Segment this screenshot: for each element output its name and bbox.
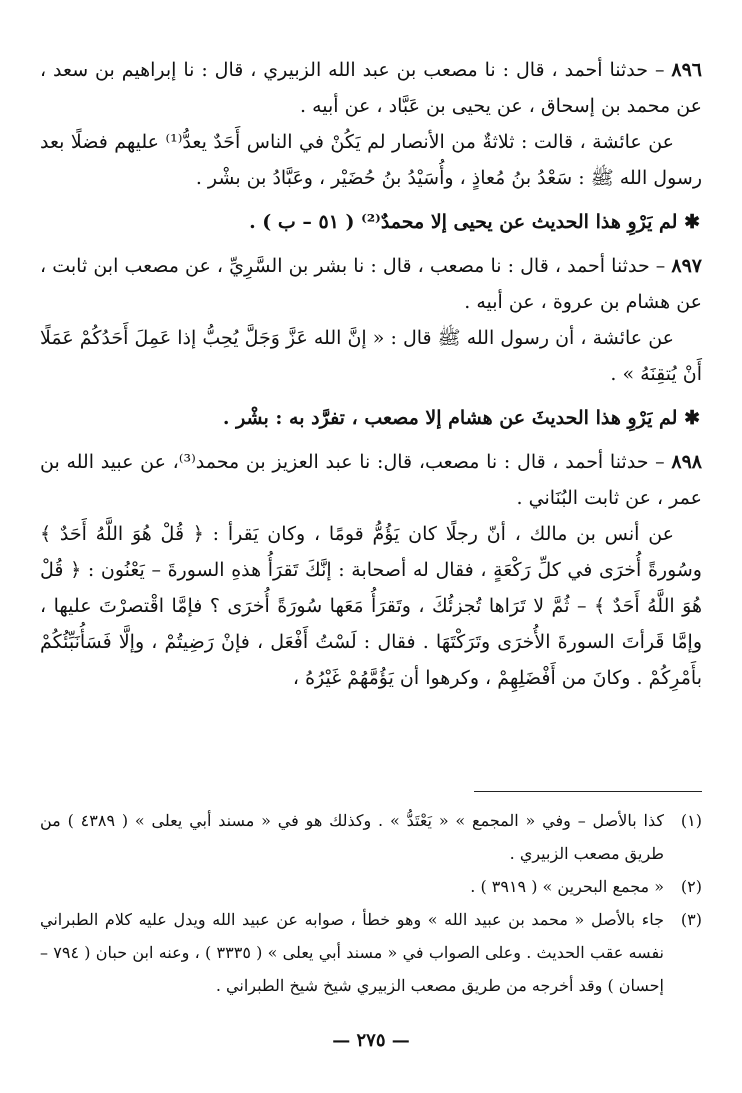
hadith-896 [40, 52, 702, 196]
footnote [40, 804, 702, 870]
matn-line: عن أنس بن مالك ، أنّ رجلًا كان يَؤُمُّ قومًا ، وكان يَقرأ : ﴿ قُلْ هُوَ اللَّهُ أَحَدٌ ﴾ وسُورةً أُخرَى في كلِّ رَكْعَةٍ ، فقال له أصحابة : إنَّكَ تَقرَأُ هذهِ السورةَ – يَعْنُون : ﴿ قُلْ هُوَ اللَّهُ أَحَدٌ ﴾ – ثُمَّ لا تَرَاها تُجزئُكَ ، وتَقرَأُ مَعَها سُورَةً أُخرَى ؟ فإمَّا اقْتصرْتَ عليها ، وإمَّا قَرأتَ السورةَ الأُخرَى وتَرَكْتَهَا . فقال : لَسْتُ أَفْعَل ، فإنْ رَضِيتُمْ ، وإلَّا فَسَأُنَبِّئُكُمْ بأَمْرِكُمْ . وكانَ من أَفْضَلِهِمْ ، وكرهوا أن يَؤُمَّهُمْ غَيْرُهُ ، [40, 523, 702, 689]
isnad-line: – حدثنا أحمد ، قال : نا مصعب ، قال : نا بشر بن السَّرِيِّ ، عن مصعب ابن ثابت ، عن هشام بن عروة ، عن أبيه . [40, 255, 702, 313]
page-number: — ٢٧٥ — [332, 1030, 410, 1051]
footnote [40, 903, 702, 1002]
matn-line: عن عائشة ، أن رسول الله ﷺ قال : « إنَّ الله عَزَّ وَجَلَّ يُحِبُّ إذا عَمِلَ أَحَدُكُمْ عَمَلًا أَنْ يُتقِنَهُ » . [40, 327, 702, 385]
footnote-number: (٢) [680, 877, 702, 896]
footnote-text: جاء بالأصل « محمد بن عبيد الله » وهو خطأ ، صوابه عن عبيد الله ويدل عليه كلام الطبراني نفسه عقب الحديث . وعلى الصواب في « مسند أبي يعلى » ( ٣٣٣٥ ) ، وعنه ابن حبان ( ٧٩٤ – إحسان ) وقد أخرجه من طريق مصعب الزبيري شيخ شيخ الطبراني . [40, 910, 664, 995]
main-text [40, 52, 702, 696]
footnote [40, 870, 702, 903]
isnad-line: – حدثنا أحمد ، قال : نا مصعب، قال: نا عبد العزيز بن محمد⁽³⁾، عن عبيد الله بن عمر ، عن ثابت البُنَاني . [40, 451, 702, 509]
footnote-number: (١) [680, 811, 702, 830]
hadith-note: ✱ لم يَرْوِ هذا الحديث عن يحيى إلا محمدٌ⁽²⁾ ( ٥١ – ب ) . [249, 211, 700, 233]
footnote-divider [474, 791, 702, 792]
footnote-text: « مجمع البحرين » ( ٣٩١٩ ) . [470, 877, 664, 896]
hadith-number: ٨٩٧ [671, 255, 702, 277]
footnotes [40, 804, 702, 1002]
footnote-number: (٣) [680, 910, 702, 929]
hadith-898 [40, 444, 702, 696]
footnote-text: كذا بالأصل – وفي « المجمع » « يَعْتَدُّ » . وكذلك هو في « مسند أبي يعلى » ( ٤٣٨٩ ) من طريق مصعب الزبيري . [40, 811, 664, 863]
hadith-897 [40, 248, 702, 392]
hadith-number: ٨٩٨ [671, 451, 702, 473]
matn-line: عن عائشة ، قالت : ثلاثةٌ من الأنصار لم يَكُنْ في الناس أَحَدٌ يعدُّ⁽¹⁾ عليهم فضلًا بعد رسول الله ﷺ : سَعْدُ بنُ مُعاذٍ ، وأُسَيْدُ بنُ حُضَيْر ، وعَبَّادُ بن بشْر . [40, 131, 702, 189]
hadith-note: ✱ لم يَرْوِ هذا الحديثَ عن هشام إلا مصعب ، تفرَّد به : بشْر . [222, 407, 700, 429]
isnad-line: – حدثنا أحمد ، قال : نا مصعب بن عبد الله الزبيري ، قال : نا إبراهيم بن سعد ، عن محمد بن إسحاق ، عن يحيى بن عَبَّاد ، عن أبيه . [40, 59, 702, 117]
hadith-number: ٨٩٦ [671, 59, 702, 81]
